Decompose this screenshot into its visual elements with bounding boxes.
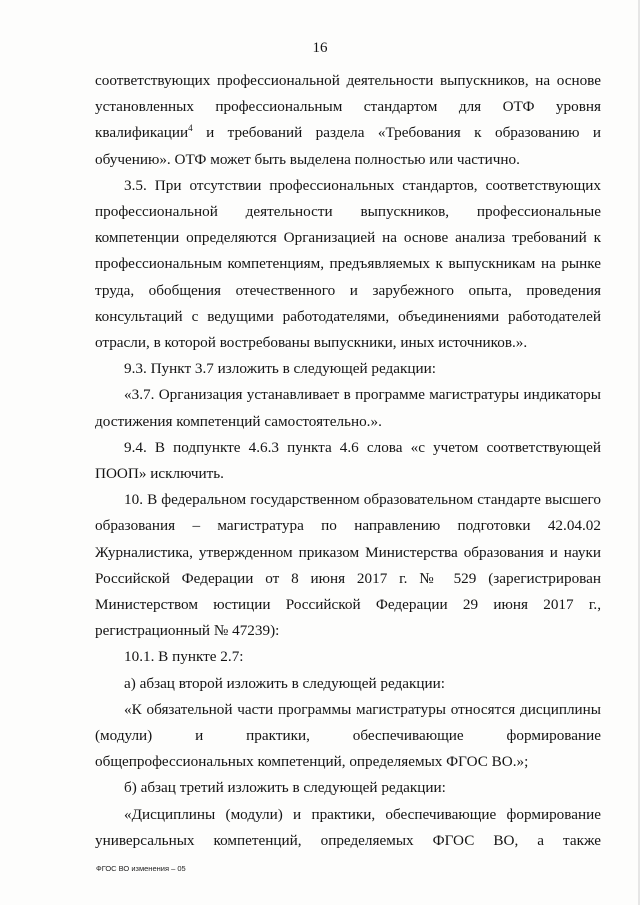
paragraph-b-quote: «Дисциплины (модули) и практики, обеспечивающие формирование универсальных компетенций, определяемых ФГОС ВО, а также bbox=[95, 805, 601, 849]
paragraph-9-3: 9.3. Пункт 3.7 изложить в следующей редакции: bbox=[124, 360, 437, 378]
paragraph-10: 10. В федеральном государственном образовательном стандарте высшего образования – магистратура по направлению подготовки 42.04.02 Журналистика, утвержденном приказом Министерства образования и науки Российской Федерации от 8 июня 2017 г. № 529 (зарегистрирован Министерством юстиции Российской Федерации 29 июня 2017 г., регистрационный № 47239): bbox=[95, 491, 601, 640]
paragraph-b: б) абзац третий изложить в следующей редакции: bbox=[124, 779, 446, 797]
paragraph-a-quote: «К обязательной части программы магистратуры относятся дисциплины (модули) и практики, обеспечивающие формирование общепрофессиональных компетенций, определяемых ФГОС ВО.»; bbox=[95, 700, 601, 771]
paragraph-10-1: 10.1. В пункте 2.7: bbox=[124, 648, 244, 666]
page-number: 16 bbox=[312, 40, 328, 56]
paragraph-text: соответствующих профессиональной деятельности выпускников, на основе установленных профессиональным стандартом для ОТФ уровня квалификации bbox=[95, 72, 601, 142]
paragraph-3-7-quote: «3.7. Организация устанавливает в программе магистратуры индикаторы достижения компетенций самостоятельно.». bbox=[95, 386, 601, 430]
footnote-marker: 4 bbox=[188, 123, 193, 134]
paragraph-3-5: 3.5. При отсутствии профессиональных стандартов, соответствующих профессиональной деятельности выпускников, профессиональные компетенции определяются Организацией на основе анализа требований к профессиональным компетенциям, предъявляемых к выпускникам на рынке труда, обобщения отечественного и зарубежного опыта, проведения консультаций с ведущими работодателями, объединениями работодателей отрасли, в которой востребованы выпускники, иных источников.». bbox=[95, 176, 601, 352]
document-body bbox=[95, 68, 601, 854]
paragraph-a: а) абзац второй изложить в следующей редакции: bbox=[124, 674, 446, 692]
paragraph-9-4: 9.4. В подпункте 4.6.3 пункта 4.6 слова «с учетом соответствующей ПООП» исключить. bbox=[95, 438, 601, 483]
page-footer: ФГОС ВО изменения – 05 bbox=[96, 864, 186, 873]
paragraph-text: и требований раздела «Требования к образованию и обучению». ОТФ может быть выделена полностью или частично. bbox=[95, 124, 601, 168]
paragraph-continuation bbox=[95, 68, 601, 173]
